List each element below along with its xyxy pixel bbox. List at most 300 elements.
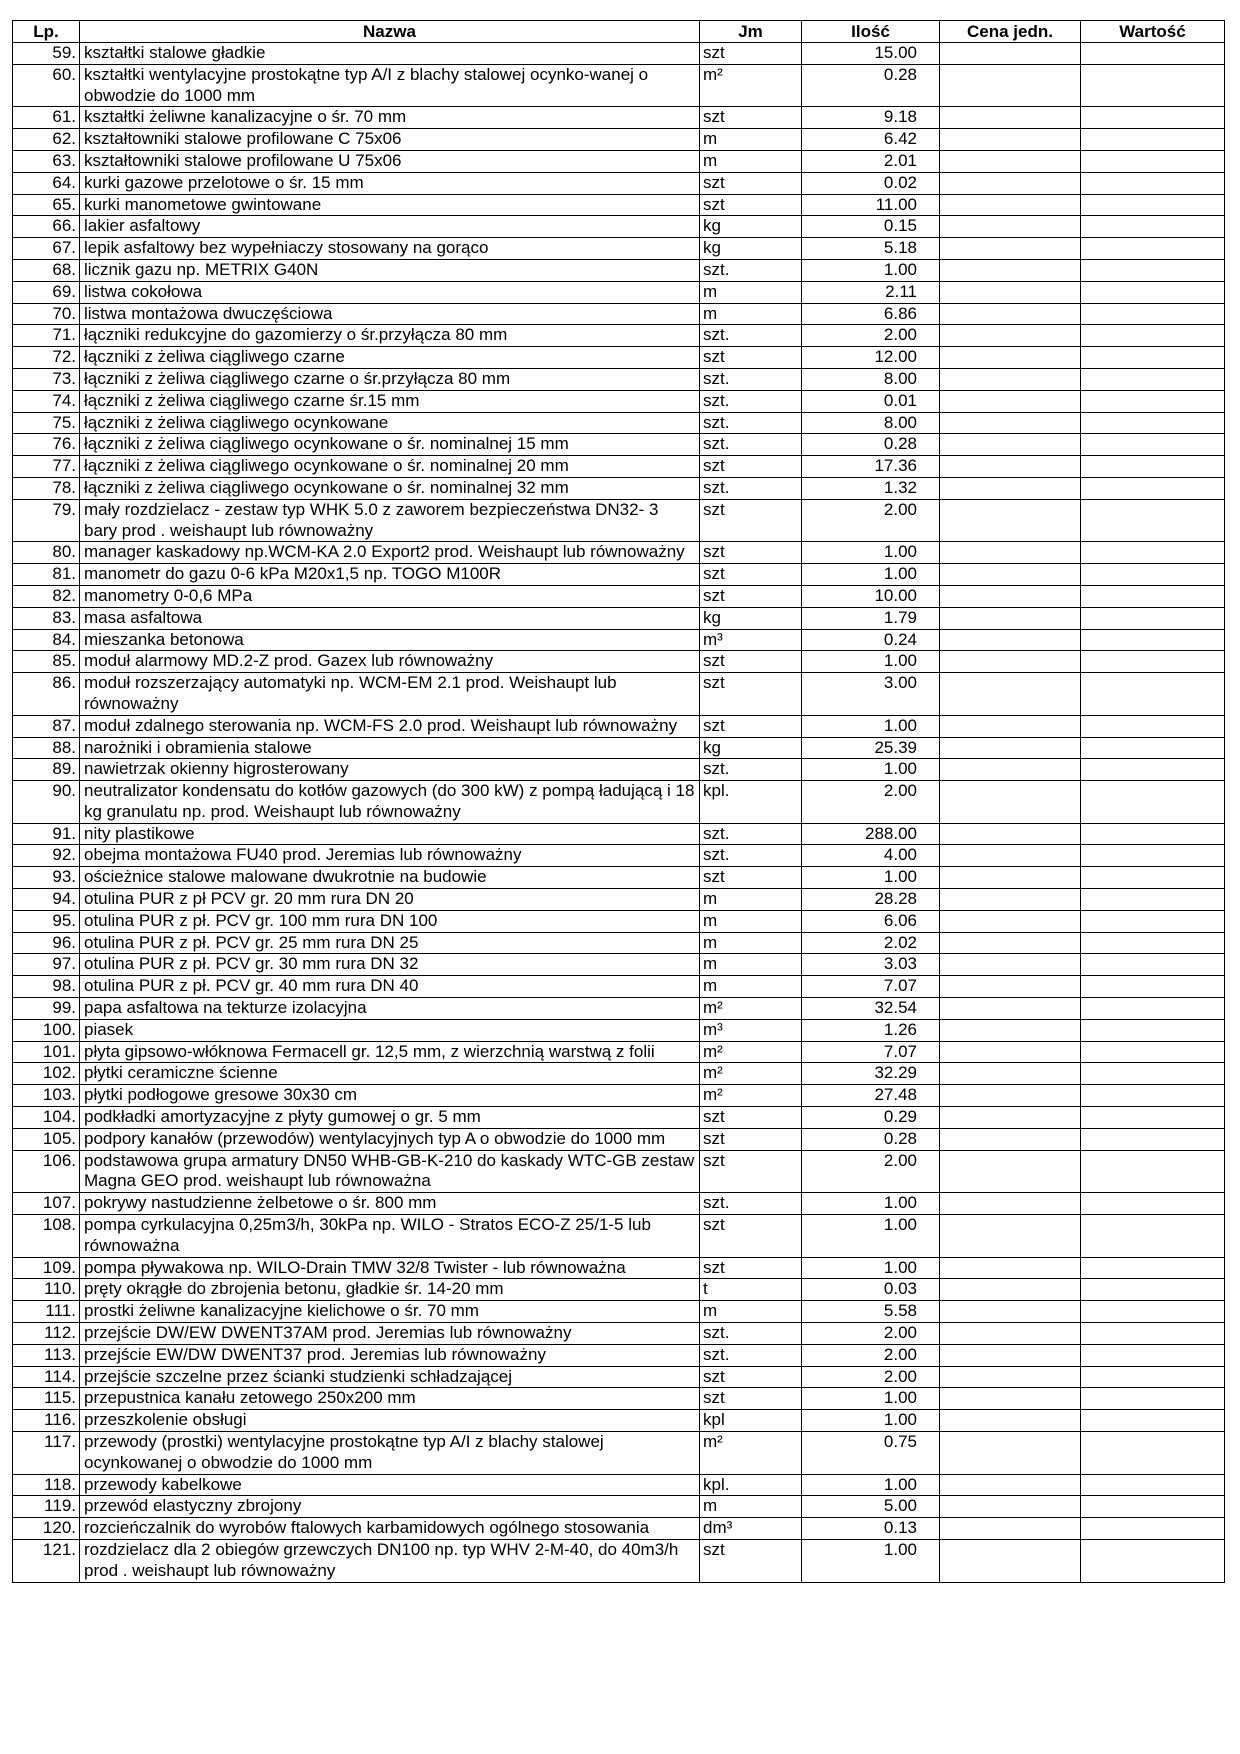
item-value bbox=[1081, 1496, 1225, 1518]
item-quantity: 1.00 bbox=[802, 1474, 940, 1496]
item-quantity: 12.00 bbox=[802, 347, 940, 369]
item-name: ościeżnice stalowe malowane dwukrotnie na budowie bbox=[80, 867, 700, 889]
item-quantity: 1.00 bbox=[802, 867, 940, 889]
table-row bbox=[13, 564, 1225, 586]
item-value bbox=[1081, 1539, 1225, 1582]
table-row bbox=[13, 347, 1225, 369]
row-number: 99. bbox=[13, 998, 80, 1020]
table-row bbox=[13, 172, 1225, 194]
item-unit-price bbox=[940, 172, 1081, 194]
item-name: otulina PUR z pł. PCV gr. 40 mm rura DN 40 bbox=[80, 976, 700, 998]
row-number: 118. bbox=[13, 1474, 80, 1496]
table-row bbox=[13, 1085, 1225, 1107]
item-unit: kpl bbox=[700, 1410, 802, 1432]
item-quantity: 1.32 bbox=[802, 477, 940, 499]
item-quantity: 7.07 bbox=[802, 976, 940, 998]
table-row bbox=[13, 823, 1225, 845]
table-row bbox=[13, 737, 1225, 759]
row-number: 94. bbox=[13, 889, 80, 911]
item-unit-price bbox=[940, 715, 1081, 737]
item-unit-price bbox=[940, 1019, 1081, 1041]
item-unit-price bbox=[940, 216, 1081, 238]
item-unit: m² bbox=[700, 1063, 802, 1085]
item-unit-price bbox=[940, 150, 1081, 172]
table-header-row bbox=[13, 21, 1225, 43]
row-number: 84. bbox=[13, 629, 80, 651]
item-unit: szt bbox=[700, 107, 802, 129]
item-name: papa asfaltowa na tekturze izolacyjna bbox=[80, 998, 700, 1020]
item-quantity: 0.02 bbox=[802, 172, 940, 194]
table-row bbox=[13, 585, 1225, 607]
item-name: przejście EW/DW DWENT37 prod. Jeremias lub równoważny bbox=[80, 1344, 700, 1366]
table-row bbox=[13, 1301, 1225, 1323]
table-row bbox=[13, 781, 1225, 824]
header-value: Wartość bbox=[1081, 21, 1225, 43]
item-unit: szt bbox=[700, 1257, 802, 1279]
item-unit-price bbox=[940, 673, 1081, 716]
item-unit-price bbox=[940, 477, 1081, 499]
item-unit-price bbox=[940, 1518, 1081, 1540]
item-unit: m² bbox=[700, 998, 802, 1020]
item-unit: m bbox=[700, 889, 802, 911]
row-number: 120. bbox=[13, 1518, 80, 1540]
item-value bbox=[1081, 216, 1225, 238]
table-row bbox=[13, 325, 1225, 347]
item-quantity: 25.39 bbox=[802, 737, 940, 759]
row-number: 62. bbox=[13, 129, 80, 151]
item-quantity: 1.00 bbox=[802, 1215, 940, 1258]
item-value bbox=[1081, 1410, 1225, 1432]
table-row bbox=[13, 607, 1225, 629]
item-unit-price bbox=[940, 1279, 1081, 1301]
row-number: 106. bbox=[13, 1150, 80, 1193]
item-quantity: 2.00 bbox=[802, 781, 940, 824]
item-unit: szt bbox=[700, 1539, 802, 1582]
item-quantity: 1.00 bbox=[802, 564, 940, 586]
row-number: 88. bbox=[13, 737, 80, 759]
item-unit-price bbox=[940, 781, 1081, 824]
item-value bbox=[1081, 954, 1225, 976]
item-unit-price bbox=[940, 325, 1081, 347]
table-row bbox=[13, 1323, 1225, 1345]
item-name: otulina PUR z pł PCV gr. 20 mm rura DN 20 bbox=[80, 889, 700, 911]
table-row bbox=[13, 715, 1225, 737]
row-number: 78. bbox=[13, 477, 80, 499]
item-unit-price bbox=[940, 976, 1081, 998]
row-number: 68. bbox=[13, 259, 80, 281]
item-quantity: 11.00 bbox=[802, 194, 940, 216]
row-number: 103. bbox=[13, 1085, 80, 1107]
item-value bbox=[1081, 499, 1225, 542]
item-unit: szt. bbox=[700, 412, 802, 434]
item-name: moduł zdalnego sterowania np. WCM-FS 2.0 prod. Weishaupt lub równoważny bbox=[80, 715, 700, 737]
item-name: kształtki stalowe gładkie bbox=[80, 43, 700, 65]
item-unit-price bbox=[940, 1041, 1081, 1063]
item-value bbox=[1081, 1041, 1225, 1063]
row-number: 73. bbox=[13, 368, 80, 390]
row-number: 61. bbox=[13, 107, 80, 129]
table-row bbox=[13, 412, 1225, 434]
table-row bbox=[13, 1410, 1225, 1432]
item-value bbox=[1081, 1279, 1225, 1301]
row-number: 77. bbox=[13, 456, 80, 478]
item-unit: m bbox=[700, 1496, 802, 1518]
item-quantity: 32.29 bbox=[802, 1063, 940, 1085]
item-value bbox=[1081, 238, 1225, 260]
item-unit-price bbox=[940, 259, 1081, 281]
item-unit-price bbox=[940, 737, 1081, 759]
item-unit: szt. bbox=[700, 477, 802, 499]
item-unit: szt. bbox=[700, 368, 802, 390]
item-unit: szt bbox=[700, 542, 802, 564]
cost-table-sheet bbox=[12, 20, 1224, 1583]
item-unit-price bbox=[940, 43, 1081, 65]
item-unit: szt bbox=[700, 1150, 802, 1193]
item-unit-price bbox=[940, 867, 1081, 889]
item-unit-price bbox=[940, 607, 1081, 629]
item-name: listwa cokołowa bbox=[80, 281, 700, 303]
item-quantity: 2.11 bbox=[802, 281, 940, 303]
row-number: 71. bbox=[13, 325, 80, 347]
item-value bbox=[1081, 1107, 1225, 1129]
row-number: 93. bbox=[13, 867, 80, 889]
header-unit-price: Cena jedn. bbox=[940, 21, 1081, 43]
item-unit: m bbox=[700, 932, 802, 954]
item-unit: szt. bbox=[700, 759, 802, 781]
row-number: 114. bbox=[13, 1366, 80, 1388]
row-number: 98. bbox=[13, 976, 80, 998]
item-unit: szt. bbox=[700, 1323, 802, 1345]
item-unit-price bbox=[940, 823, 1081, 845]
item-unit-price bbox=[940, 1107, 1081, 1129]
item-unit-price bbox=[940, 1323, 1081, 1345]
item-name: przejście szczelne przez ścianki studzienki schładzającej bbox=[80, 1366, 700, 1388]
item-unit-price bbox=[940, 303, 1081, 325]
item-value bbox=[1081, 1215, 1225, 1258]
table-row bbox=[13, 867, 1225, 889]
item-value bbox=[1081, 976, 1225, 998]
row-number: 104. bbox=[13, 1107, 80, 1129]
item-unit: szt bbox=[700, 585, 802, 607]
item-unit: kpl. bbox=[700, 1474, 802, 1496]
item-quantity: 1.00 bbox=[802, 542, 940, 564]
item-value bbox=[1081, 434, 1225, 456]
item-name: pręty okrągłe do zbrojenia betonu, gładkie śr. 14-20 mm bbox=[80, 1279, 700, 1301]
item-name: mały rozdzielacz - zestaw typ WHK 5.0 z zaworem bezpieczeństwa DN32- 3 bary prod . weishaupt lub równoważny bbox=[80, 499, 700, 542]
row-number: 119. bbox=[13, 1496, 80, 1518]
item-unit-price bbox=[940, 1085, 1081, 1107]
item-unit-price bbox=[940, 368, 1081, 390]
item-unit-price bbox=[940, 1257, 1081, 1279]
item-quantity: 7.07 bbox=[802, 1041, 940, 1063]
item-quantity: 5.58 bbox=[802, 1301, 940, 1323]
item-value bbox=[1081, 715, 1225, 737]
table-row bbox=[13, 910, 1225, 932]
row-number: 60. bbox=[13, 64, 80, 107]
item-name: płyta gipsowo-włóknowa Fermacell gr. 12,5 mm, z wierzchnią warstwą z folii bbox=[80, 1041, 700, 1063]
item-value bbox=[1081, 347, 1225, 369]
item-name: narożniki i obramienia stalowe bbox=[80, 737, 700, 759]
item-unit: m bbox=[700, 954, 802, 976]
item-quantity: 1.00 bbox=[802, 1388, 940, 1410]
item-name: kurki gazowe przelotowe o śr. 15 mm bbox=[80, 172, 700, 194]
item-quantity: 3.03 bbox=[802, 954, 940, 976]
row-number: 85. bbox=[13, 651, 80, 673]
item-name: podkładki amortyzacyjne z płyty gumowej o gr. 5 mm bbox=[80, 1107, 700, 1129]
item-unit: szt. bbox=[700, 259, 802, 281]
item-name: rozdzielacz dla 2 obiegów grzewczych DN100 np. typ WHV 2-M-40, do 40m3/h prod . weishaupt lub równoważny bbox=[80, 1539, 700, 1582]
table-row bbox=[13, 1150, 1225, 1193]
item-unit-price bbox=[940, 1193, 1081, 1215]
item-name: łączniki z żeliwa ciągliwego ocynkowane bbox=[80, 412, 700, 434]
item-name: manometry 0-0,6 MPa bbox=[80, 585, 700, 607]
row-number: 65. bbox=[13, 194, 80, 216]
item-quantity: 8.00 bbox=[802, 412, 940, 434]
table-row bbox=[13, 259, 1225, 281]
item-unit: szt bbox=[700, 456, 802, 478]
item-unit: szt. bbox=[700, 325, 802, 347]
item-name: mieszanka betonowa bbox=[80, 629, 700, 651]
item-value bbox=[1081, 368, 1225, 390]
row-number: 67. bbox=[13, 238, 80, 260]
item-value bbox=[1081, 456, 1225, 478]
header-name: Nazwa bbox=[80, 21, 700, 43]
item-name: nity plastikowe bbox=[80, 823, 700, 845]
row-number: 115. bbox=[13, 1388, 80, 1410]
item-name: manometr do gazu 0-6 kPa M20x1,5 np. TOGO M100R bbox=[80, 564, 700, 586]
item-name: otulina PUR z pł. PCV gr. 25 mm rura DN 25 bbox=[80, 932, 700, 954]
item-unit: szt. bbox=[700, 434, 802, 456]
table-row bbox=[13, 954, 1225, 976]
row-number: 63. bbox=[13, 150, 80, 172]
item-name: piasek bbox=[80, 1019, 700, 1041]
row-number: 108. bbox=[13, 1215, 80, 1258]
item-quantity: 1.26 bbox=[802, 1019, 940, 1041]
item-quantity: 3.00 bbox=[802, 673, 940, 716]
table-row bbox=[13, 1344, 1225, 1366]
item-unit-price bbox=[940, 412, 1081, 434]
item-unit: szt bbox=[700, 673, 802, 716]
item-name: łączniki redukcyjne do gazomierzy o śr.przyłącza 80 mm bbox=[80, 325, 700, 347]
item-quantity: 1.00 bbox=[802, 651, 940, 673]
item-unit-price bbox=[940, 651, 1081, 673]
table-row bbox=[13, 1432, 1225, 1475]
item-quantity: 6.86 bbox=[802, 303, 940, 325]
item-unit: szt. bbox=[700, 390, 802, 412]
item-quantity: 17.36 bbox=[802, 456, 940, 478]
item-value bbox=[1081, 1128, 1225, 1150]
item-value bbox=[1081, 172, 1225, 194]
table-row bbox=[13, 629, 1225, 651]
table-row bbox=[13, 390, 1225, 412]
row-number: 86. bbox=[13, 673, 80, 716]
item-unit-price bbox=[940, 1474, 1081, 1496]
row-number: 109. bbox=[13, 1257, 80, 1279]
item-name: płytki ceramiczne ścienne bbox=[80, 1063, 700, 1085]
item-unit-price bbox=[940, 954, 1081, 976]
item-unit-price bbox=[940, 107, 1081, 129]
item-value bbox=[1081, 1388, 1225, 1410]
item-value bbox=[1081, 889, 1225, 911]
table-row bbox=[13, 759, 1225, 781]
table-row bbox=[13, 1518, 1225, 1540]
item-quantity: 2.00 bbox=[802, 325, 940, 347]
item-unit: szt bbox=[700, 43, 802, 65]
table-row bbox=[13, 194, 1225, 216]
item-name: podpory kanałów (przewodów) wentylacyjnych typ A o obwodzie do 1000 mm bbox=[80, 1128, 700, 1150]
item-quantity: 28.28 bbox=[802, 889, 940, 911]
item-unit-price bbox=[940, 564, 1081, 586]
row-number: 91. bbox=[13, 823, 80, 845]
row-number: 81. bbox=[13, 564, 80, 586]
item-value bbox=[1081, 194, 1225, 216]
item-name: masa asfaltowa bbox=[80, 607, 700, 629]
table-row bbox=[13, 64, 1225, 107]
row-number: 101. bbox=[13, 1041, 80, 1063]
item-value bbox=[1081, 1193, 1225, 1215]
item-value bbox=[1081, 845, 1225, 867]
item-quantity: 0.01 bbox=[802, 390, 940, 412]
row-number: 59. bbox=[13, 43, 80, 65]
item-value bbox=[1081, 1019, 1225, 1041]
item-unit: m² bbox=[700, 64, 802, 107]
table-row bbox=[13, 1496, 1225, 1518]
item-value bbox=[1081, 1301, 1225, 1323]
item-unit: kpl. bbox=[700, 781, 802, 824]
item-value bbox=[1081, 823, 1225, 845]
item-unit: kg bbox=[700, 737, 802, 759]
item-unit: m bbox=[700, 910, 802, 932]
row-number: 105. bbox=[13, 1128, 80, 1150]
item-quantity: 0.29 bbox=[802, 1107, 940, 1129]
item-quantity: 1.00 bbox=[802, 1257, 940, 1279]
item-name: moduł rozszerzający automatyki np. WCM-EM 2.1 prod. Weishaupt lub równoważny bbox=[80, 673, 700, 716]
table-row bbox=[13, 673, 1225, 716]
row-number: 116. bbox=[13, 1410, 80, 1432]
item-name: przewód elastyczny zbrojony bbox=[80, 1496, 700, 1518]
item-unit: szt bbox=[700, 1388, 802, 1410]
item-value bbox=[1081, 1518, 1225, 1540]
item-quantity: 2.00 bbox=[802, 1150, 940, 1193]
item-value bbox=[1081, 64, 1225, 107]
item-quantity: 2.00 bbox=[802, 1344, 940, 1366]
item-name: pompa cyrkulacyjna 0,25m3/h, 30kPa np. WILO - Stratos ECO-Z 25/1-5 lub równoważna bbox=[80, 1215, 700, 1258]
item-unit-price bbox=[940, 129, 1081, 151]
item-unit-price bbox=[940, 64, 1081, 107]
item-value bbox=[1081, 303, 1225, 325]
item-unit: szt bbox=[700, 715, 802, 737]
item-unit: m bbox=[700, 303, 802, 325]
item-quantity: 1.00 bbox=[802, 759, 940, 781]
item-name: łączniki z żeliwa ciągliwego czarne bbox=[80, 347, 700, 369]
item-unit-price bbox=[940, 1432, 1081, 1475]
item-name: pompa pływakowa np. WILO-Drain TMW 32/8 Twister - lub równoważna bbox=[80, 1257, 700, 1279]
item-unit-price bbox=[940, 390, 1081, 412]
table-row bbox=[13, 651, 1225, 673]
item-quantity: 2.00 bbox=[802, 1323, 940, 1345]
row-number: 102. bbox=[13, 1063, 80, 1085]
item-name: nawietrzak okienny higrosterowany bbox=[80, 759, 700, 781]
row-number: 82. bbox=[13, 585, 80, 607]
item-quantity: 1.00 bbox=[802, 715, 940, 737]
item-unit: m² bbox=[700, 1041, 802, 1063]
item-value bbox=[1081, 673, 1225, 716]
item-unit-price bbox=[940, 759, 1081, 781]
item-quantity: 15.00 bbox=[802, 43, 940, 65]
item-value bbox=[1081, 325, 1225, 347]
item-name: łączniki z żeliwa ciągliwego czarne o śr.przyłącza 80 mm bbox=[80, 368, 700, 390]
row-number: 83. bbox=[13, 607, 80, 629]
item-value bbox=[1081, 867, 1225, 889]
row-number: 95. bbox=[13, 910, 80, 932]
table-row bbox=[13, 1041, 1225, 1063]
item-name: otulina PUR z pł. PCV gr. 30 mm rura DN 32 bbox=[80, 954, 700, 976]
item-quantity: 27.48 bbox=[802, 1085, 940, 1107]
item-value bbox=[1081, 607, 1225, 629]
row-number: 79. bbox=[13, 499, 80, 542]
item-name: łączniki z żeliwa ciągliwego ocynkowane o śr. nominalnej 20 mm bbox=[80, 456, 700, 478]
table-row bbox=[13, 43, 1225, 65]
item-unit-price bbox=[940, 910, 1081, 932]
row-number: 97. bbox=[13, 954, 80, 976]
item-unit-price bbox=[940, 1410, 1081, 1432]
item-value bbox=[1081, 759, 1225, 781]
item-name: manager kaskadowy np.WCM-KA 2.0 Export2 prod. Weishaupt lub równoważny bbox=[80, 542, 700, 564]
row-number: 110. bbox=[13, 1279, 80, 1301]
item-unit-price bbox=[940, 434, 1081, 456]
item-name: łączniki z żeliwa ciągliwego ocynkowane o śr. nominalnej 15 mm bbox=[80, 434, 700, 456]
row-number: 89. bbox=[13, 759, 80, 781]
item-quantity: 32.54 bbox=[802, 998, 940, 1020]
item-value bbox=[1081, 932, 1225, 954]
item-quantity: 5.18 bbox=[802, 238, 940, 260]
item-unit: m³ bbox=[700, 1019, 802, 1041]
item-unit: kg bbox=[700, 216, 802, 238]
item-name: przepustnica kanału zetowego 250x200 mm bbox=[80, 1388, 700, 1410]
item-unit-price bbox=[940, 238, 1081, 260]
table-row bbox=[13, 456, 1225, 478]
item-name: łączniki z żeliwa ciągliwego ocynkowane o śr. nominalnej 32 mm bbox=[80, 477, 700, 499]
item-unit-price bbox=[940, 1128, 1081, 1150]
table-row bbox=[13, 107, 1225, 129]
item-name: podstawowa grupa armatury DN50 WHB-GB-K-210 do kaskady WTC-GB zestaw Magna GEO prod. weishaupt lub równoważna bbox=[80, 1150, 700, 1193]
row-number: 112. bbox=[13, 1323, 80, 1345]
item-value bbox=[1081, 43, 1225, 65]
table-row bbox=[13, 889, 1225, 911]
row-number: 90. bbox=[13, 781, 80, 824]
item-name: przeszkolenie obsługi bbox=[80, 1410, 700, 1432]
item-name: licznik gazu np. METRIX G40N bbox=[80, 259, 700, 281]
row-number: 87. bbox=[13, 715, 80, 737]
row-number: 92. bbox=[13, 845, 80, 867]
item-unit-price bbox=[940, 281, 1081, 303]
item-unit: m² bbox=[700, 1432, 802, 1475]
item-value bbox=[1081, 651, 1225, 673]
row-number: 117. bbox=[13, 1432, 80, 1475]
item-quantity: 2.01 bbox=[802, 150, 940, 172]
item-unit: m³ bbox=[700, 629, 802, 651]
table-row bbox=[13, 845, 1225, 867]
item-value bbox=[1081, 542, 1225, 564]
item-name: moduł alarmowy MD.2-Z prod. Gazex lub równoważny bbox=[80, 651, 700, 673]
table-row bbox=[13, 1279, 1225, 1301]
item-unit: szt. bbox=[700, 823, 802, 845]
header-quantity: Ilość bbox=[802, 21, 940, 43]
header-lp: Lp. bbox=[13, 21, 80, 43]
item-name: przewody kabelkowe bbox=[80, 1474, 700, 1496]
row-number: 100. bbox=[13, 1019, 80, 1041]
item-unit-price bbox=[940, 585, 1081, 607]
